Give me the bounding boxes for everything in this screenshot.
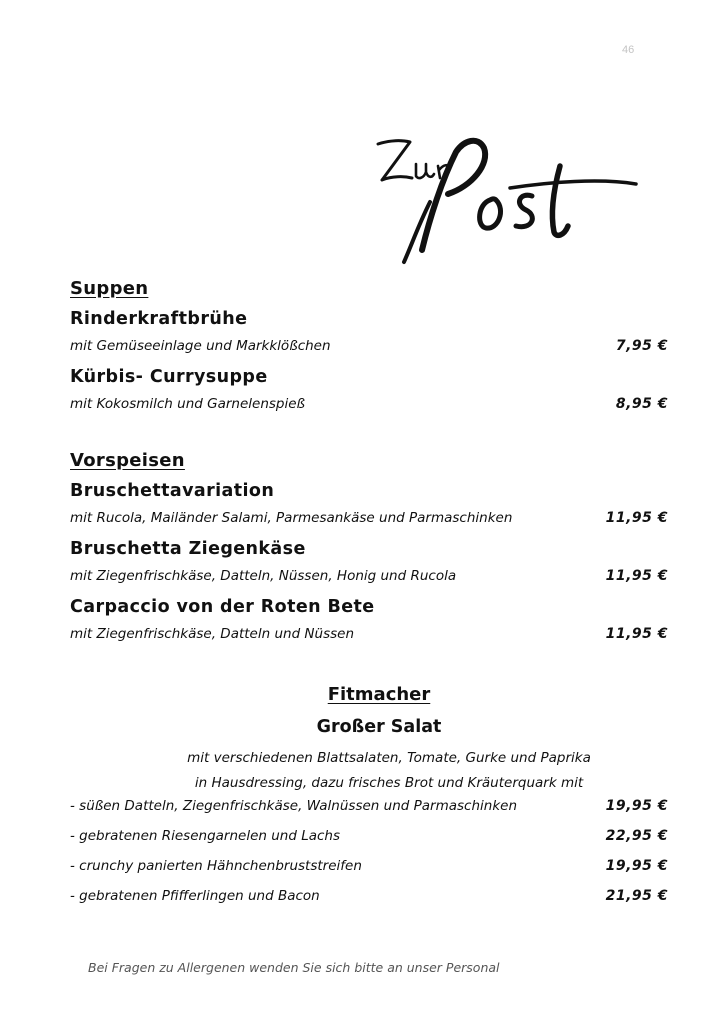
dish-name: Bruschetta Ziegenkäse — [70, 539, 306, 559]
section-vorspeisen — [70, 448, 668, 652]
dish-row — [70, 394, 668, 422]
zur-post-logo — [360, 122, 650, 272]
dish-price: 11,95 € — [605, 568, 668, 584]
allergen-notice: Bei Fragen zu Allergenen wenden Sie sich bitte an unser Personal — [88, 960, 500, 975]
dish-name: Carpaccio von der Roten Bete — [70, 597, 375, 617]
dish-row — [70, 624, 668, 652]
dish-name: Bruschettavariation — [70, 481, 275, 501]
section-title-fitmacher: Fitmacher — [327, 684, 431, 705]
variant-label: - gebratenen Riesengarnelen und Lachs — [70, 828, 341, 844]
variant-label: - süßen Datteln, Ziegenfrischkäse, Walnüssen und Parmaschinken — [70, 798, 517, 814]
dish-price: 8,95 € — [615, 396, 668, 412]
variant-label: - crunchy panierten Hähnchenbruststreifen — [70, 858, 362, 874]
variant-price: 22,95 € — [605, 828, 668, 844]
dish-description: mit Ziegenfrischkäse, Datteln und Nüssen — [70, 626, 355, 642]
dish-row — [70, 508, 668, 536]
dish-name: Kürbis- Currysuppe — [70, 367, 268, 387]
dish-row — [70, 336, 668, 364]
dish-name: Rinderkraftbrühe — [70, 309, 248, 329]
variant-row — [70, 856, 668, 886]
variant-price: 19,95 € — [605, 798, 668, 814]
dish-description: mit Ziegenfrischkäse, Datteln, Nüssen, Honig und Rucola — [70, 568, 457, 584]
variant-row — [70, 796, 668, 826]
dish-description: mit Rucola, Mailänder Salami, Parmesankäse und Parmaschinken — [70, 510, 513, 526]
variant-price: 21,95 € — [605, 888, 668, 904]
variant-row — [70, 826, 668, 856]
variant-price: 19,95 € — [605, 858, 668, 874]
section-title-vorspeisen: Vorspeisen — [70, 450, 185, 471]
page-number: 46 — [622, 44, 635, 56]
dish-price: 7,95 € — [615, 338, 668, 354]
dish-description: mit Kokosmilch und Garnelenspieß — [70, 396, 306, 412]
dish-name: Großer Salat — [316, 717, 442, 737]
variant-row — [70, 886, 668, 916]
dish-description: mit verschiedenen Blattsalaten, Tomate, Gurke und Paprika — [187, 750, 591, 766]
dish-description: mit Gemüseeinlage und Markklößchen — [70, 338, 331, 354]
menu-content — [70, 276, 668, 916]
dish-price: 11,95 € — [605, 510, 668, 526]
variant-label: - gebratenen Pfifferlingen und Bacon — [70, 888, 320, 904]
section-suppen — [70, 276, 668, 422]
section-fitmacher — [70, 682, 668, 916]
dish-row — [70, 566, 668, 594]
dish-description: in Hausdressing, dazu frisches Brot und Kräuterquark mit — [194, 775, 584, 791]
section-title-suppen: Suppen — [70, 278, 149, 299]
dish-price: 11,95 € — [605, 626, 668, 642]
